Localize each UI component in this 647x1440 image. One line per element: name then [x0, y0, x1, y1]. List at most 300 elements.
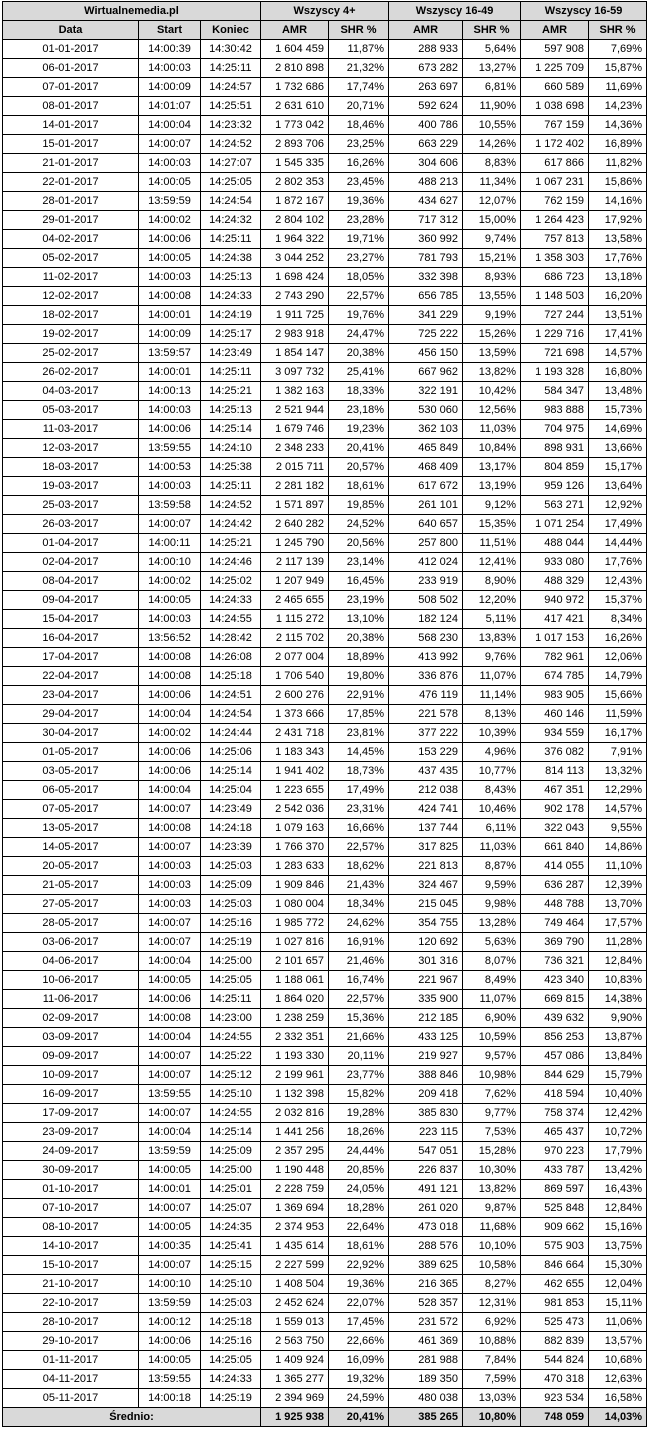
table-row — [3, 781, 647, 800]
cell-start: 14:00:53 — [139, 458, 201, 477]
cell-amr-16-59: 457 086 — [521, 1047, 589, 1066]
cell-amr-4plus: 1 872 167 — [261, 192, 329, 211]
cell-start: 14:00:08 — [139, 287, 201, 306]
cell-shr-16-59: 7,91% — [589, 743, 647, 762]
cell-shr-16-49: 11,34% — [463, 173, 521, 192]
cell-start: 14:00:18 — [139, 1389, 201, 1408]
cell-start: 14:00:01 — [139, 1180, 201, 1199]
cell-amr-16-49: 137 744 — [389, 819, 463, 838]
cell-shr-4plus: 20,38% — [329, 629, 389, 648]
cell-shr-16-49: 8,27% — [463, 1275, 521, 1294]
cell-shr-16-49: 8,49% — [463, 971, 521, 990]
cell-shr-4plus: 11,87% — [329, 40, 389, 59]
cell-start: 14:00:06 — [139, 762, 201, 781]
cell-shr-4plus: 16,66% — [329, 819, 389, 838]
cell-amr-4plus: 2 452 624 — [261, 1294, 329, 1313]
cell-amr-16-59: 575 903 — [521, 1237, 589, 1256]
cell-date: 28-05-2017 — [3, 914, 139, 933]
cell-shr-4plus: 19,85% — [329, 496, 389, 515]
table-row — [3, 1180, 647, 1199]
cell-shr-16-49: 12,41% — [463, 553, 521, 572]
table-row — [3, 268, 647, 287]
cell-amr-4plus: 1 115 272 — [261, 610, 329, 629]
cell-shr-16-59: 13,18% — [589, 268, 647, 287]
table-row — [3, 59, 647, 78]
cell-start: 14:00:03 — [139, 895, 201, 914]
cell-shr-16-59: 13,66% — [589, 439, 647, 458]
cell-date: 03-05-2017 — [3, 762, 139, 781]
cell-amr-16-59: 597 908 — [521, 40, 589, 59]
cell-amr-4plus: 2 431 718 — [261, 724, 329, 743]
average-shr-16-59: 14,03% — [589, 1408, 647, 1427]
cell-end: 14:25:09 — [201, 876, 261, 895]
cell-end: 14:24:44 — [201, 724, 261, 743]
cell-amr-16-59: 418 594 — [521, 1085, 589, 1104]
cell-date: 21-05-2017 — [3, 876, 139, 895]
cell-shr-16-49: 9,98% — [463, 895, 521, 914]
cell-amr-16-49: 508 502 — [389, 591, 463, 610]
cell-shr-16-59: 11,06% — [589, 1313, 647, 1332]
cell-shr-4plus: 19,76% — [329, 306, 389, 325]
table-row — [3, 230, 647, 249]
cell-amr-4plus: 1 223 655 — [261, 781, 329, 800]
table-row — [3, 1009, 647, 1028]
cell-shr-4plus: 22,57% — [329, 990, 389, 1009]
cell-start: 14:00:08 — [139, 667, 201, 686]
cell-amr-4plus: 1 245 790 — [261, 534, 329, 553]
table-row — [3, 325, 647, 344]
table-row — [3, 667, 647, 686]
table-row — [3, 1332, 647, 1351]
cell-amr-4plus: 2 228 759 — [261, 1180, 329, 1199]
cell-shr-4plus: 17,49% — [329, 781, 389, 800]
cell-date: 02-04-2017 — [3, 553, 139, 572]
cell-amr-4plus: 1 408 504 — [261, 1275, 329, 1294]
cell-amr-16-49: 336 876 — [389, 667, 463, 686]
cell-shr-4plus: 19,71% — [329, 230, 389, 249]
cell-amr-16-49: 717 312 — [389, 211, 463, 230]
cell-amr-16-49: 530 060 — [389, 401, 463, 420]
cell-amr-16-59: 909 662 — [521, 1218, 589, 1237]
cell-date: 16-04-2017 — [3, 629, 139, 648]
table-row — [3, 591, 647, 610]
cell-start: 14:00:04 — [139, 1123, 201, 1142]
cell-amr-16-49: 261 020 — [389, 1199, 463, 1218]
cell-shr-4plus: 20,85% — [329, 1161, 389, 1180]
cell-shr-4plus: 18,61% — [329, 477, 389, 496]
cell-start: 14:00:05 — [139, 1218, 201, 1237]
cell-amr-16-59: 460 146 — [521, 705, 589, 724]
table-row — [3, 933, 647, 952]
cell-end: 14:25:14 — [201, 762, 261, 781]
cell-shr-16-59: 12,39% — [589, 876, 647, 895]
cell-amr-4plus: 2 032 816 — [261, 1104, 329, 1123]
cell-amr-4plus: 2 542 036 — [261, 800, 329, 819]
cell-shr-16-59: 17,41% — [589, 325, 647, 344]
cell-amr-4plus: 2 357 295 — [261, 1142, 329, 1161]
column-header-shr: SHR % — [463, 21, 521, 40]
cell-shr-4plus: 21,32% — [329, 59, 389, 78]
cell-amr-16-49: 219 927 — [389, 1047, 463, 1066]
cell-amr-16-59: 448 788 — [521, 895, 589, 914]
cell-shr-16-49: 5,11% — [463, 610, 521, 629]
cell-end: 14:24:52 — [201, 135, 261, 154]
cell-shr-16-59: 13,48% — [589, 382, 647, 401]
cell-date: 15-10-2017 — [3, 1256, 139, 1275]
table-row — [3, 1028, 647, 1047]
table-row — [3, 344, 647, 363]
cell-start: 14:00:11 — [139, 534, 201, 553]
cell-end: 14:25:13 — [201, 268, 261, 287]
column-header-shr: SHR % — [589, 21, 647, 40]
table-row — [3, 895, 647, 914]
cell-amr-16-49: 667 962 — [389, 363, 463, 382]
cell-shr-16-59: 15,16% — [589, 1218, 647, 1237]
cell-start: 14:00:02 — [139, 572, 201, 591]
cell-amr-16-59: 417 421 — [521, 610, 589, 629]
cell-date: 22-01-2017 — [3, 173, 139, 192]
cell-start: 13:59:59 — [139, 192, 201, 211]
cell-end: 14:25:18 — [201, 1313, 261, 1332]
cell-amr-16-49: 385 830 — [389, 1104, 463, 1123]
cell-shr-16-59: 17,92% — [589, 211, 647, 230]
table-row — [3, 990, 647, 1009]
cell-end: 14:24:33 — [201, 591, 261, 610]
cell-start: 14:00:35 — [139, 1237, 201, 1256]
column-header-shr: SHR % — [329, 21, 389, 40]
cell-shr-16-59: 10,68% — [589, 1351, 647, 1370]
cell-shr-16-59: 13,58% — [589, 230, 647, 249]
cell-shr-16-59: 13,75% — [589, 1237, 647, 1256]
cell-start: 14:00:03 — [139, 59, 201, 78]
cell-shr-4plus: 19,36% — [329, 192, 389, 211]
cell-date: 03-06-2017 — [3, 933, 139, 952]
average-shr-4plus: 20,41% — [329, 1408, 389, 1427]
cell-amr-16-49: 341 229 — [389, 306, 463, 325]
cell-shr-16-59: 10,40% — [589, 1085, 647, 1104]
cell-amr-4plus: 2 117 139 — [261, 553, 329, 572]
cell-shr-16-59: 11,59% — [589, 705, 647, 724]
cell-date: 04-03-2017 — [3, 382, 139, 401]
cell-end: 14:24:33 — [201, 1370, 261, 1389]
cell-shr-4plus: 25,41% — [329, 363, 389, 382]
cell-shr-16-49: 10,58% — [463, 1256, 521, 1275]
table-row — [3, 306, 647, 325]
cell-shr-16-49: 7,53% — [463, 1123, 521, 1142]
cell-amr-16-49: 663 229 — [389, 135, 463, 154]
cell-date: 23-09-2017 — [3, 1123, 139, 1142]
cell-end: 14:25:11 — [201, 230, 261, 249]
table-row — [3, 553, 647, 572]
cell-end: 14:25:03 — [201, 857, 261, 876]
cell-date: 05-02-2017 — [3, 249, 139, 268]
table-row — [3, 363, 647, 382]
cell-amr-4plus: 1 854 147 — [261, 344, 329, 363]
cell-shr-16-49: 4,96% — [463, 743, 521, 762]
cell-shr-4plus: 22,91% — [329, 686, 389, 705]
cell-end: 14:26:08 — [201, 648, 261, 667]
cell-amr-4plus: 2 893 706 — [261, 135, 329, 154]
cell-shr-4plus: 21,43% — [329, 876, 389, 895]
cell-date: 01-10-2017 — [3, 1180, 139, 1199]
cell-amr-16-49: 461 369 — [389, 1332, 463, 1351]
cell-amr-4plus: 1 545 335 — [261, 154, 329, 173]
cell-end: 14:23:39 — [201, 838, 261, 857]
cell-amr-16-49: 216 365 — [389, 1275, 463, 1294]
cell-shr-16-49: 9,76% — [463, 648, 521, 667]
cell-shr-4plus: 19,32% — [329, 1370, 389, 1389]
cell-date: 12-02-2017 — [3, 287, 139, 306]
cell-amr-4plus: 1 706 540 — [261, 667, 329, 686]
cell-date: 01-11-2017 — [3, 1351, 139, 1370]
cell-start: 14:00:08 — [139, 819, 201, 838]
cell-amr-16-49: 301 316 — [389, 952, 463, 971]
cell-date: 14-10-2017 — [3, 1237, 139, 1256]
cell-amr-4plus: 2 199 961 — [261, 1066, 329, 1085]
cell-start: 14:00:08 — [139, 1009, 201, 1028]
cell-shr-4plus: 18,28% — [329, 1199, 389, 1218]
cell-shr-16-49: 7,84% — [463, 1351, 521, 1370]
cell-shr-16-59: 11,69% — [589, 78, 647, 97]
cell-shr-4plus: 18,62% — [329, 857, 389, 876]
cell-amr-16-49: 412 024 — [389, 553, 463, 572]
cell-start: 14:00:07 — [139, 1199, 201, 1218]
cell-shr-16-49: 11,51% — [463, 534, 521, 553]
cell-date: 10-06-2017 — [3, 971, 139, 990]
cell-end: 14:25:19 — [201, 1389, 261, 1408]
cell-shr-16-49: 13,19% — [463, 477, 521, 496]
table-row — [3, 572, 647, 591]
cell-amr-4plus: 2 465 655 — [261, 591, 329, 610]
cell-amr-16-49: 388 846 — [389, 1066, 463, 1085]
cell-shr-16-59: 12,92% — [589, 496, 647, 515]
cell-amr-4plus: 1 183 343 — [261, 743, 329, 762]
cell-date: 25-02-2017 — [3, 344, 139, 363]
table-row — [3, 686, 647, 705]
column-header-data: Data — [3, 21, 139, 40]
cell-amr-16-49: 261 101 — [389, 496, 463, 515]
cell-amr-16-49: 360 992 — [389, 230, 463, 249]
cell-amr-4plus: 2 600 276 — [261, 686, 329, 705]
cell-amr-16-59: 844 629 — [521, 1066, 589, 1085]
cell-amr-16-59: 1 148 503 — [521, 287, 589, 306]
table-row — [3, 154, 647, 173]
cell-shr-16-59: 16,58% — [589, 1389, 647, 1408]
cell-shr-16-59: 16,26% — [589, 629, 647, 648]
cell-end: 14:25:41 — [201, 1237, 261, 1256]
cell-amr-16-49: 223 115 — [389, 1123, 463, 1142]
cell-shr-4plus: 18,33% — [329, 382, 389, 401]
cell-start: 13:56:52 — [139, 629, 201, 648]
cell-amr-16-49: 221 813 — [389, 857, 463, 876]
cell-start: 14:00:03 — [139, 268, 201, 287]
cell-end: 14:24:52 — [201, 496, 261, 515]
cell-date: 05-11-2017 — [3, 1389, 139, 1408]
cell-amr-16-49: 437 435 — [389, 762, 463, 781]
cell-start: 14:00:07 — [139, 515, 201, 534]
cell-shr-16-59: 13,84% — [589, 1047, 647, 1066]
cell-shr-16-59: 15,37% — [589, 591, 647, 610]
cell-shr-16-49: 10,46% — [463, 800, 521, 819]
cell-amr-16-59: 1 229 716 — [521, 325, 589, 344]
cell-shr-4plus: 17,74% — [329, 78, 389, 97]
cell-end: 14:25:16 — [201, 914, 261, 933]
cell-shr-16-49: 11,68% — [463, 1218, 521, 1237]
cell-amr-16-49: 304 606 — [389, 154, 463, 173]
table-row — [3, 1218, 647, 1237]
cell-amr-16-59: 727 244 — [521, 306, 589, 325]
cell-amr-4plus: 1 382 163 — [261, 382, 329, 401]
cell-amr-16-49: 263 697 — [389, 78, 463, 97]
cell-start: 14:00:07 — [139, 838, 201, 857]
cell-shr-4plus: 23,19% — [329, 591, 389, 610]
cell-date: 14-05-2017 — [3, 838, 139, 857]
cell-shr-16-49: 13,82% — [463, 363, 521, 382]
cell-date: 24-09-2017 — [3, 1142, 139, 1161]
cell-amr-4plus: 2 374 953 — [261, 1218, 329, 1237]
cell-start: 14:00:13 — [139, 382, 201, 401]
cell-end: 14:25:01 — [201, 1180, 261, 1199]
cell-end: 14:25:00 — [201, 1161, 261, 1180]
cell-amr-4plus: 2 743 290 — [261, 287, 329, 306]
cell-shr-16-59: 9,90% — [589, 1009, 647, 1028]
cell-shr-4plus: 17,85% — [329, 705, 389, 724]
cell-shr-16-49: 10,42% — [463, 382, 521, 401]
cell-end: 14:24:35 — [201, 1218, 261, 1237]
cell-end: 14:24:51 — [201, 686, 261, 705]
cell-shr-4plus: 24,05% — [329, 1180, 389, 1199]
cell-shr-16-49: 11,07% — [463, 667, 521, 686]
cell-amr-16-59: 414 055 — [521, 857, 589, 876]
cell-date: 07-01-2017 — [3, 78, 139, 97]
cell-end: 14:25:10 — [201, 1275, 261, 1294]
table-row — [3, 135, 647, 154]
cell-end: 14:25:09 — [201, 1142, 261, 1161]
cell-amr-16-59: 636 287 — [521, 876, 589, 895]
cell-shr-16-49: 15,35% — [463, 515, 521, 534]
cell-shr-16-59: 12,84% — [589, 952, 647, 971]
cell-end: 14:25:04 — [201, 781, 261, 800]
cell-shr-16-49: 5,64% — [463, 40, 521, 59]
cell-amr-16-59: 563 271 — [521, 496, 589, 515]
cell-shr-16-59: 14,23% — [589, 97, 647, 116]
cell-amr-16-49: 231 572 — [389, 1313, 463, 1332]
cell-end: 14:25:11 — [201, 990, 261, 1009]
cell-start: 14:00:06 — [139, 686, 201, 705]
cell-shr-4plus: 23,18% — [329, 401, 389, 420]
cell-amr-16-49: 215 045 — [389, 895, 463, 914]
table-row — [3, 819, 647, 838]
cell-shr-16-59: 12,84% — [589, 1199, 647, 1218]
cell-start: 14:00:05 — [139, 1351, 201, 1370]
cell-shr-16-59: 15,86% — [589, 173, 647, 192]
cell-date: 27-05-2017 — [3, 895, 139, 914]
cell-shr-4plus: 21,66% — [329, 1028, 389, 1047]
cell-end: 14:24:32 — [201, 211, 261, 230]
cell-shr-16-59: 16,20% — [589, 287, 647, 306]
cell-amr-16-59: 544 824 — [521, 1351, 589, 1370]
table-row — [3, 1370, 647, 1389]
cell-amr-16-49: 226 837 — [389, 1161, 463, 1180]
cell-shr-4plus: 19,28% — [329, 1104, 389, 1123]
cell-amr-16-49: 480 038 — [389, 1389, 463, 1408]
cell-date: 28-01-2017 — [3, 192, 139, 211]
cell-amr-16-49: 433 125 — [389, 1028, 463, 1047]
cell-shr-16-49: 9,19% — [463, 306, 521, 325]
cell-amr-16-59: 970 223 — [521, 1142, 589, 1161]
column-header-start: Start — [139, 21, 201, 40]
cell-shr-4plus: 24,62% — [329, 914, 389, 933]
cell-start: 14:00:07 — [139, 914, 201, 933]
average-amr-16-49: 385 265 — [389, 1408, 463, 1427]
ratings-table — [2, 1, 647, 1427]
cell-shr-16-49: 10,10% — [463, 1237, 521, 1256]
cell-start: 13:59:55 — [139, 439, 201, 458]
cell-end: 14:24:33 — [201, 287, 261, 306]
average-row — [3, 1408, 647, 1427]
cell-amr-16-49: 488 213 — [389, 173, 463, 192]
cell-amr-4plus: 1 409 924 — [261, 1351, 329, 1370]
cell-end: 14:25:06 — [201, 743, 261, 762]
cell-amr-16-59: 721 698 — [521, 344, 589, 363]
cell-amr-16-49: 317 825 — [389, 838, 463, 857]
cell-shr-16-49: 8,83% — [463, 154, 521, 173]
cell-shr-4plus: 22,57% — [329, 287, 389, 306]
cell-shr-16-59: 17,79% — [589, 1142, 647, 1161]
cell-amr-16-59: 758 374 — [521, 1104, 589, 1123]
cell-amr-16-59: 669 815 — [521, 990, 589, 1009]
table-row — [3, 1142, 647, 1161]
cell-shr-4plus: 23,77% — [329, 1066, 389, 1085]
cell-amr-4plus: 2 640 282 — [261, 515, 329, 534]
cell-shr-4plus: 13,10% — [329, 610, 389, 629]
cell-amr-16-49: 221 578 — [389, 705, 463, 724]
cell-shr-16-49: 11,14% — [463, 686, 521, 705]
cell-shr-16-49: 8,13% — [463, 705, 521, 724]
cell-start: 14:00:03 — [139, 876, 201, 895]
cell-end: 14:27:07 — [201, 154, 261, 173]
cell-end: 14:24:54 — [201, 192, 261, 211]
cell-amr-4plus: 1 732 686 — [261, 78, 329, 97]
cell-end: 14:23:49 — [201, 800, 261, 819]
cell-shr-4plus: 18,34% — [329, 895, 389, 914]
cell-amr-4plus: 2 348 233 — [261, 439, 329, 458]
cell-shr-16-49: 9,12% — [463, 496, 521, 515]
cell-amr-16-49: 182 124 — [389, 610, 463, 629]
cell-date: 30-04-2017 — [3, 724, 139, 743]
cell-shr-16-59: 14,79% — [589, 667, 647, 686]
cell-amr-16-49: 189 350 — [389, 1370, 463, 1389]
cell-amr-16-49: 221 967 — [389, 971, 463, 990]
cell-shr-16-49: 10,39% — [463, 724, 521, 743]
cell-end: 14:25:05 — [201, 173, 261, 192]
cell-shr-16-59: 15,66% — [589, 686, 647, 705]
cell-date: 13-05-2017 — [3, 819, 139, 838]
cell-start: 14:00:04 — [139, 705, 201, 724]
cell-shr-16-59: 14,57% — [589, 800, 647, 819]
cell-amr-16-49: 640 657 — [389, 515, 463, 534]
cell-amr-16-49: 656 785 — [389, 287, 463, 306]
cell-shr-16-59: 17,76% — [589, 249, 647, 268]
cell-amr-16-59: 869 597 — [521, 1180, 589, 1199]
cell-date: 21-10-2017 — [3, 1275, 139, 1294]
cell-amr-16-49: 120 692 — [389, 933, 463, 952]
cell-amr-16-59: 882 839 — [521, 1332, 589, 1351]
cell-date: 29-01-2017 — [3, 211, 139, 230]
cell-shr-16-59: 14,38% — [589, 990, 647, 1009]
table-row — [3, 1085, 647, 1104]
cell-amr-4plus: 2 077 004 — [261, 648, 329, 667]
